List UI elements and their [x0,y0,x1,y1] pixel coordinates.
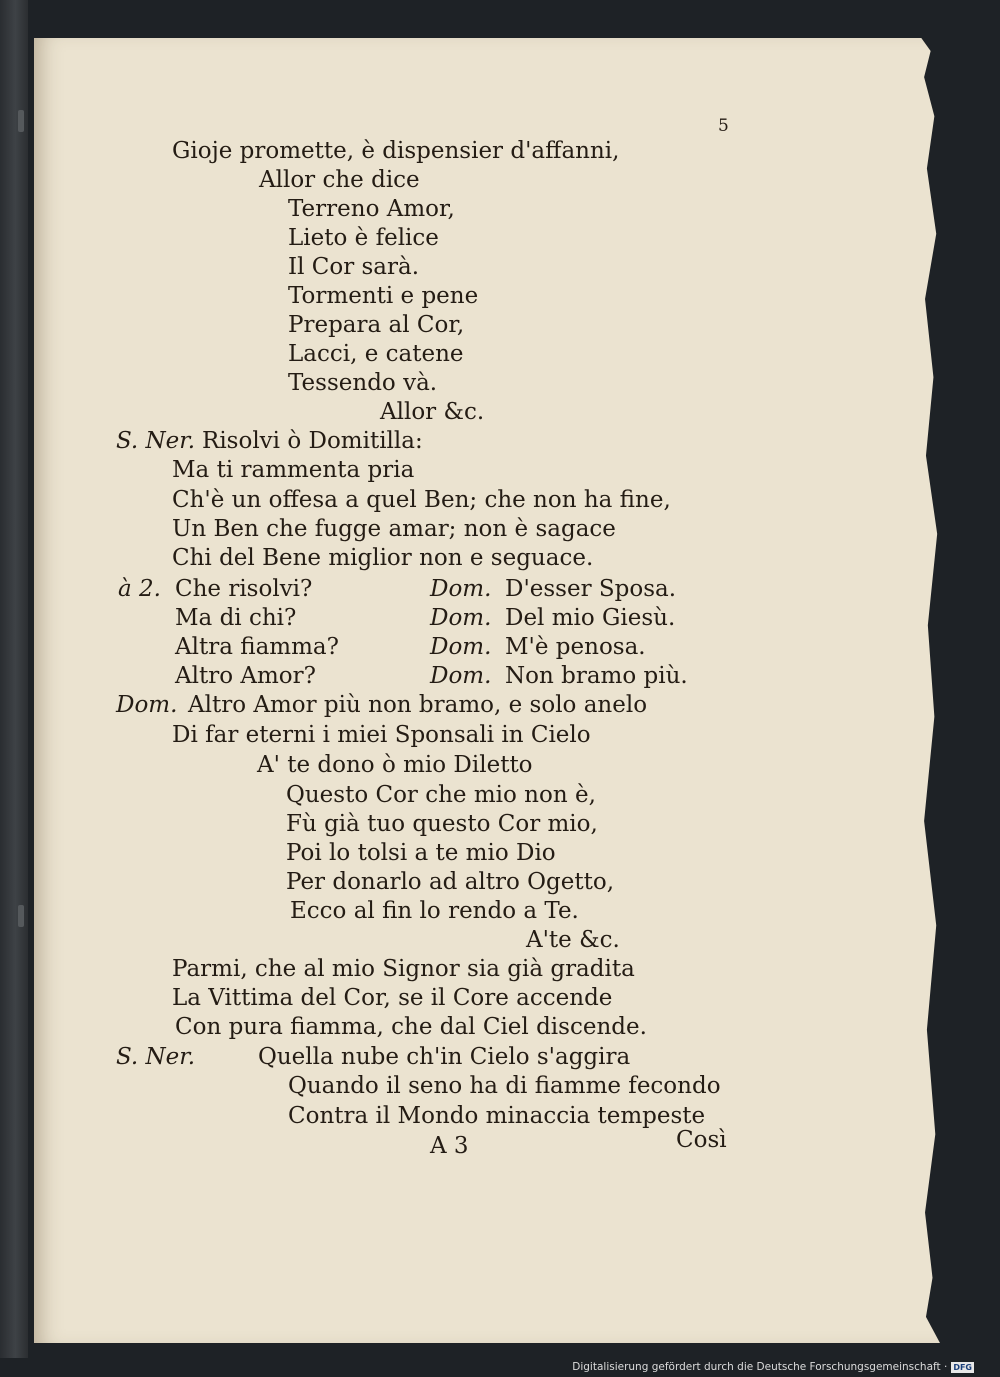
speaker-label: Dom. [430,576,492,602]
footer-credit: Digitalisierung gefördert durch die Deutsche Forschungsgemeinschaft · [572,1361,948,1373]
verse-line: Gioje promette, è dispensier d'affanni, [172,138,620,164]
signature-mark: A 3 [430,1133,469,1159]
verse-line: Allor &c. [380,399,485,425]
verse-line: Il Cor sarà. [288,254,420,280]
verse-line: Risolvi ò Domitilla: [202,428,423,454]
verse-line: Altro Amor? [175,663,316,689]
verse-line: Lieto è felice [288,225,439,251]
verse-line: Ma ti rammenta pria [172,457,415,483]
verse-line: Che risolvi? [175,576,313,602]
book-binding [0,0,28,1358]
verse-line: Lacci, e catene [288,341,464,367]
speaker-label: S. Ner. [116,1044,196,1070]
verse-line: Quella nube ch'in Cielo s'aggira [258,1044,631,1070]
verse-line: Ma di chi? [175,605,297,631]
speaker-label: Dom. [430,605,492,631]
verse-line: Un Ben che fugge amar; non è sagace [172,516,616,542]
verse-line: Allor che dice [259,167,420,193]
catchword: Così [676,1127,727,1153]
dfg-logo: DFG [953,1362,972,1372]
verse-line: Tessendo và. [288,370,438,396]
digitization-footer [572,1361,974,1373]
verse-line: Contra il Mondo minaccia tempeste [288,1103,706,1129]
verse-line: Poi lo tolsi a te mio Dio [286,840,556,866]
verse-line: Per donarlo ad altro Ogetto, [286,869,615,895]
verse-line: Terreno Amor, [288,196,455,222]
verse-line: A' te dono ò mio Diletto [257,752,533,778]
verse-line: Quando il seno ha di fiamme fecondo [288,1073,721,1099]
verse-line: Ecco al fin lo rendo a Te. [290,898,579,924]
speaker-label: Dom. [430,634,492,660]
speaker-label: S. Ner. [116,428,196,454]
verse-line: M'è penosa. [505,634,646,660]
verse-line: La Vittima del Cor, se il Core accende [172,985,613,1011]
page-number: 5 [718,116,729,136]
verse-line: Del mio Giesù. [505,605,676,631]
verse-line: Non bramo più. [505,663,688,689]
verse-line: Fù già tuo questo Cor mio, [286,811,598,837]
binding-notch [18,110,24,132]
speaker-label: à 2. [118,576,161,602]
verse-line: Ch'è un offesa a quel Ben; che non ha fine, [172,487,671,513]
verse-line: Chi del Bene miglior non e seguace. [172,545,594,571]
verse-line: A'te &c. [526,927,620,953]
verse-line: Altra fiamma? [175,634,339,660]
verse-line: Prepara al Cor, [288,312,465,338]
verse-line: Questo Cor che mio non è, [286,782,596,808]
binding-notch [18,905,24,927]
verse-line: Altro Amor più non bramo, e solo anelo [188,692,648,718]
verse-line: Parmi, che al mio Signor sia già gradita [172,956,635,982]
verse-line: Con pura fiamma, che dal Ciel discende. [175,1014,647,1040]
speaker-label: Dom. [430,663,492,689]
verse-line: Di far eterni i miei Sponsali in Cielo [172,722,591,748]
speaker-label: Dom. [116,692,178,718]
verse-line: D'esser Sposa. [505,576,677,602]
verse-line: Tormenti e pene [288,283,479,309]
